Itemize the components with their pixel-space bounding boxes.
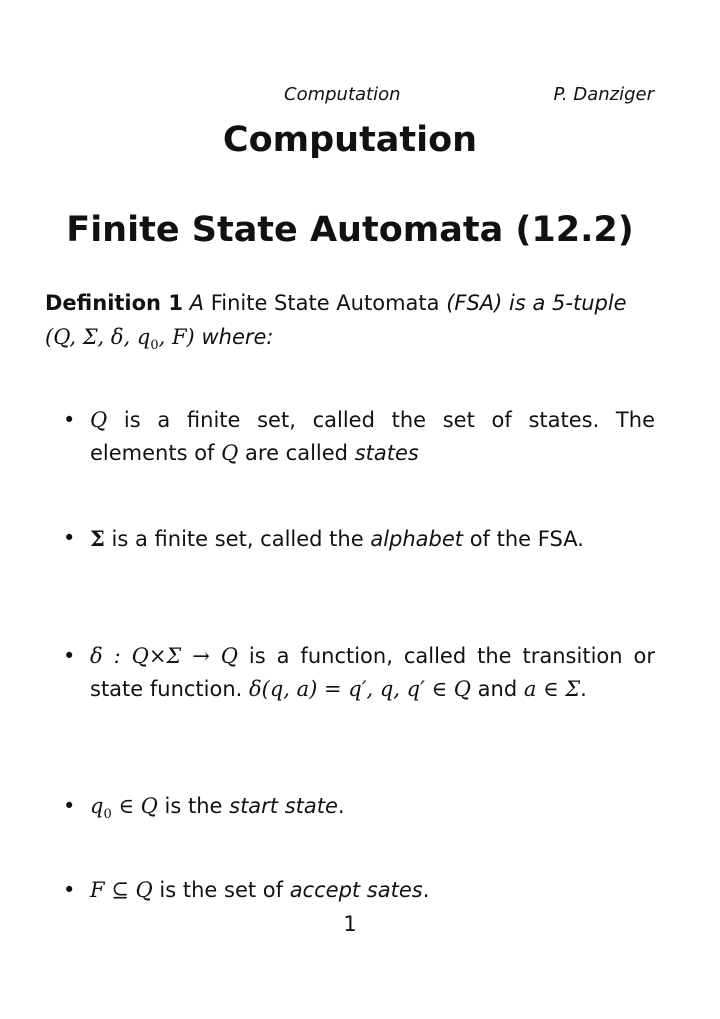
- bullet-icon: •: [63, 526, 76, 550]
- definition-term: Finite State Automata: [210, 291, 440, 315]
- definition-tuple: (Q, Σ, δ, $q_0$, F): [45, 325, 195, 354]
- bullet-icon: •: [63, 794, 76, 818]
- definition-text-b: (FSA) is a 5-tuple: [446, 291, 627, 315]
- definition-text-c: where:: [201, 325, 274, 349]
- bullet-icon: •: [63, 644, 76, 668]
- list-item-text: δ : Q×Σ → Q is a function, called the transition or state function. δ(q, a) = q′, q, q′ ∈ Q and a ∈ Σ.: [90, 644, 655, 701]
- definition-block: [45, 286, 655, 354]
- definition-label: Definition 1: [45, 291, 183, 315]
- page-number: 1: [343, 912, 357, 936]
- definition-text-a: A: [189, 291, 204, 315]
- list-item-text: F ⊆ Q is the set of accept sates.: [90, 878, 430, 902]
- list-item-text: Σ is a finite set, called the alphabet of the FSA.: [90, 526, 584, 551]
- header-course-title: Computation: [284, 84, 401, 105]
- section-title: Finite State Automata (12.2): [66, 210, 634, 250]
- bullet-icon: •: [63, 878, 76, 902]
- list-item-text: $q_0$ ∈ Q is the start state.: [90, 794, 345, 823]
- page-title: Computation: [222, 120, 478, 160]
- running-header: [0, 84, 720, 110]
- header-author: P. Danziger: [553, 84, 654, 105]
- bullet-icon: •: [63, 408, 76, 432]
- list-item-text: Q is a finite set, called the set of states. The elements of Q are called states: [90, 408, 655, 465]
